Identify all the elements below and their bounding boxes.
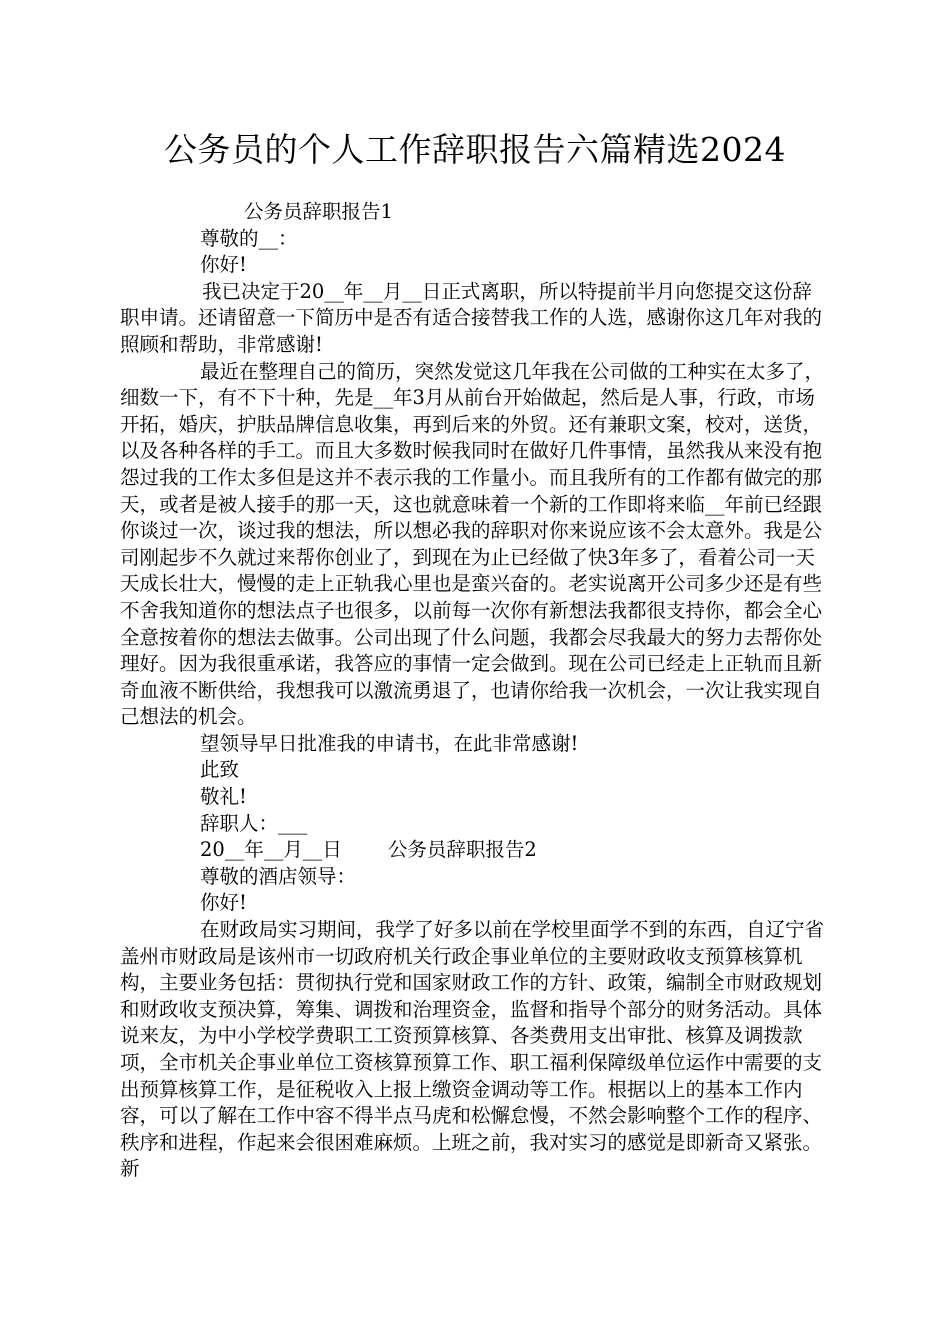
report-1-salutation: 尊敬的__： — [200, 226, 298, 250]
report-1-greeting: 你好! — [200, 253, 247, 277]
report-2-heading: 公务员辞职报告2 — [387, 838, 537, 862]
document-body — [120, 199, 830, 1183]
report-1-heading: 公务员辞职报告1 — [244, 200, 393, 223]
report-2-paragraph-1: 在财政局实习期间，我学了好多以前在学校里面学不到的东西，自辽宁省盖州市财政局是该州市一切政府机关行政企事业单位的主要财政收支预算核算机构，主要业务包括：贯彻执行党和国家财政工作的方针、政策，编制全市财政规划和财政收支预决算，筹集、调拨和治理资金，监督和指导个部分的财务活动。具体说来友，为中小学校学费职工工资预算核算、各类费用支出审批、核算及调拨款项，全市机关企事业单位工资核算预算工作、职工福利保障级单位运作中需要的支出预算核算工作，是征税收入上报上缴资金调动等工作。根据以上的基本工作内容，可以了解在工作中容不得半点马虎和松懈怠慢，不然会影响整个工作的程序、秩序和进程，作起来会很困难麻烦。上班之前，我对实习的感觉是即新奇又紧张。新 — [120, 918, 825, 1181]
document-title: 公务员的个人工作辞职报告六篇精选2024 — [164, 130, 786, 169]
report-2-greeting: 你好! — [200, 891, 247, 915]
report-1-date: 20__年__月__日 — [200, 838, 342, 862]
report-1-paragraph-1: 我已决定于20__年__月__日正式离职，所以特提前半月向您提交这份辞职申请。还请留意一下简历中是否有适合接替我工作的人选，感谢你这几年对我的照顾和帮助，非常感谢! — [120, 279, 823, 356]
report-1-date-line — [120, 837, 830, 864]
report-1-signature: 辞职人：___ — [200, 811, 308, 835]
report-1-paragraph-3: 望领导早日批准我的申请书，在此非常感谢! — [200, 731, 579, 755]
report-2-salutation: 尊敬的酒店领导： — [200, 864, 357, 888]
report-1-closing-1: 此致 — [200, 758, 240, 782]
report-1-paragraph-2: 最近在整理自己的简历，突然发觉这几年我在公司做的工种实在太多了，细数一下，有不下十种，先是__年3月从前台开始做起，然后是人事，行政，市场开拓，婚庆，护肤品牌信息收集，再到后来的外贸。还有兼职文案，校对，送货，以及各种各样的手工。而且大多数时候我同时在做好几件事情，虽然我从来没有抱怨过我的工作太多但是这并不表示我的工作量小。而且我所有的工作都有做完的那天，或者是被人接手的那一天，这也就意味着一个新的工作即将来临__年前已经跟你谈过一次，谈过我的想法，所以想必我的辞职对你来说应该不会太意外。我是公司刚起步不久就过来帮你创业了，到现在为止已经做了快3年多了，看着公司一天天成长壮大，慢慢的走上正轨我心里也是蛮兴奋的。老实说离开公司多少还是有些不舍我知道你的想法点子也很多，以前每一次你有新想法我都很支持你，都会全心全意按着你的想法去做事。公司出现了什么问题，我都会尽我最大的努力去帮你处理好。因为我很重承诺，我答应的事情一定会做到。现在公司已经走上正轨而且新奇血液不断供给，我想我可以激流勇退了，也请你给我一次机会，一次让我实现自己想法的机会。 — [120, 359, 825, 729]
report-1-closing-2: 敬礼! — [200, 785, 247, 809]
